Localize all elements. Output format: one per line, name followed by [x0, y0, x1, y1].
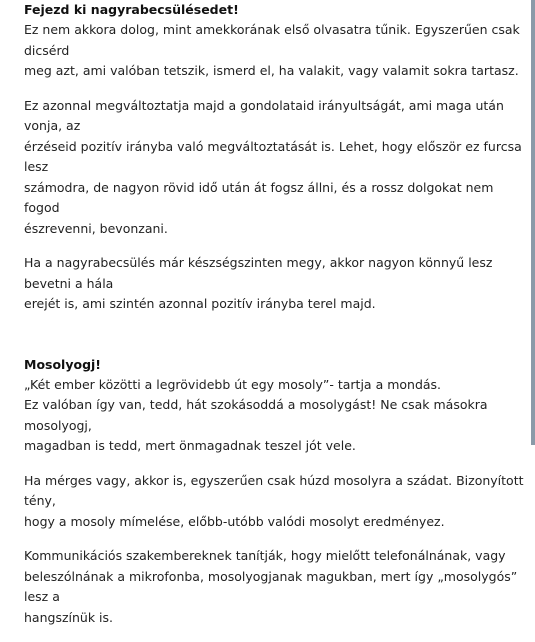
section-appreciation	[24, 0, 524, 315]
section-smile	[24, 355, 524, 629]
text-line: beleszólnának a mikrofonba, mosolyogjanak magukban, mert így „mosolygós” lesz a	[24, 568, 518, 604]
text-line: észrevenni, bevonzani.	[24, 220, 168, 236]
section-spacer	[24, 329, 524, 355]
paragraph	[24, 546, 524, 628]
text-line: Ez nem akkora dolog, mint amekkorának első olvasatra tűnik. Egyszerűen csak dicsérd	[24, 22, 520, 58]
text-line: Ha mérges vagy, akkor is, egyszerűen csak húzd mosolyra a szádat. Bizonyított tény,	[24, 472, 524, 508]
text-line: magadban is tedd, mert önmagadnak teszel jót vele.	[24, 438, 356, 453]
text-line: érzéseid pozitív irányba való megváltoztatását is. Lehet, hogy először ez furcsa lesz	[24, 138, 522, 174]
section-heading-appreciation: Fejezd ki nagyrabecsülésedet!	[24, 2, 239, 17]
paragraph	[24, 253, 524, 315]
paragraph	[24, 375, 524, 457]
text-line: hogy a mosoly mímelése, előbb-utóbb valódi mosolyt eredményez.	[24, 513, 445, 529]
text-line: Kommunikációs szakembereknek tanítják, hogy mielőtt telefonálnának, vagy	[24, 548, 506, 563]
text-line: Ez valóban így van, tedd, hát szokásoddá a mosolygást! Ne csak másokra mosolyogj,	[24, 397, 488, 433]
text-line: meg azt, ami valóban tetszik, ismerd el, ha valakit, vagy valamit sokra tartasz.	[24, 63, 519, 78]
text-line: erejét is, ami szintén azonnal pozitív irányba terel majd.	[24, 296, 376, 311]
article-body	[24, 0, 524, 642]
section-heading-smile: Mosolyogj!	[24, 356, 102, 372]
text-line: hangszínük is.	[24, 609, 114, 625]
text-line: Ha a nagyrabecsülés már készségszinten megy, akkor nagyon könnyű lesz bevetni a hála	[24, 255, 493, 291]
text-line: „Két ember közötti a legrövidebb út egy mosoly”- tartja a mondás.	[24, 376, 442, 392]
paragraph	[24, 96, 524, 240]
paragraph	[24, 471, 524, 533]
text-line: Ez azonnal megváltoztatja majd a gondolataid irányultságát, ami maga után vonja, az	[24, 97, 504, 133]
text-line: számodra, de nagyon rövid idő után át fogsz állni, és a rossz dolgokat nem fogod	[24, 179, 494, 215]
paragraph	[24, 20, 524, 82]
